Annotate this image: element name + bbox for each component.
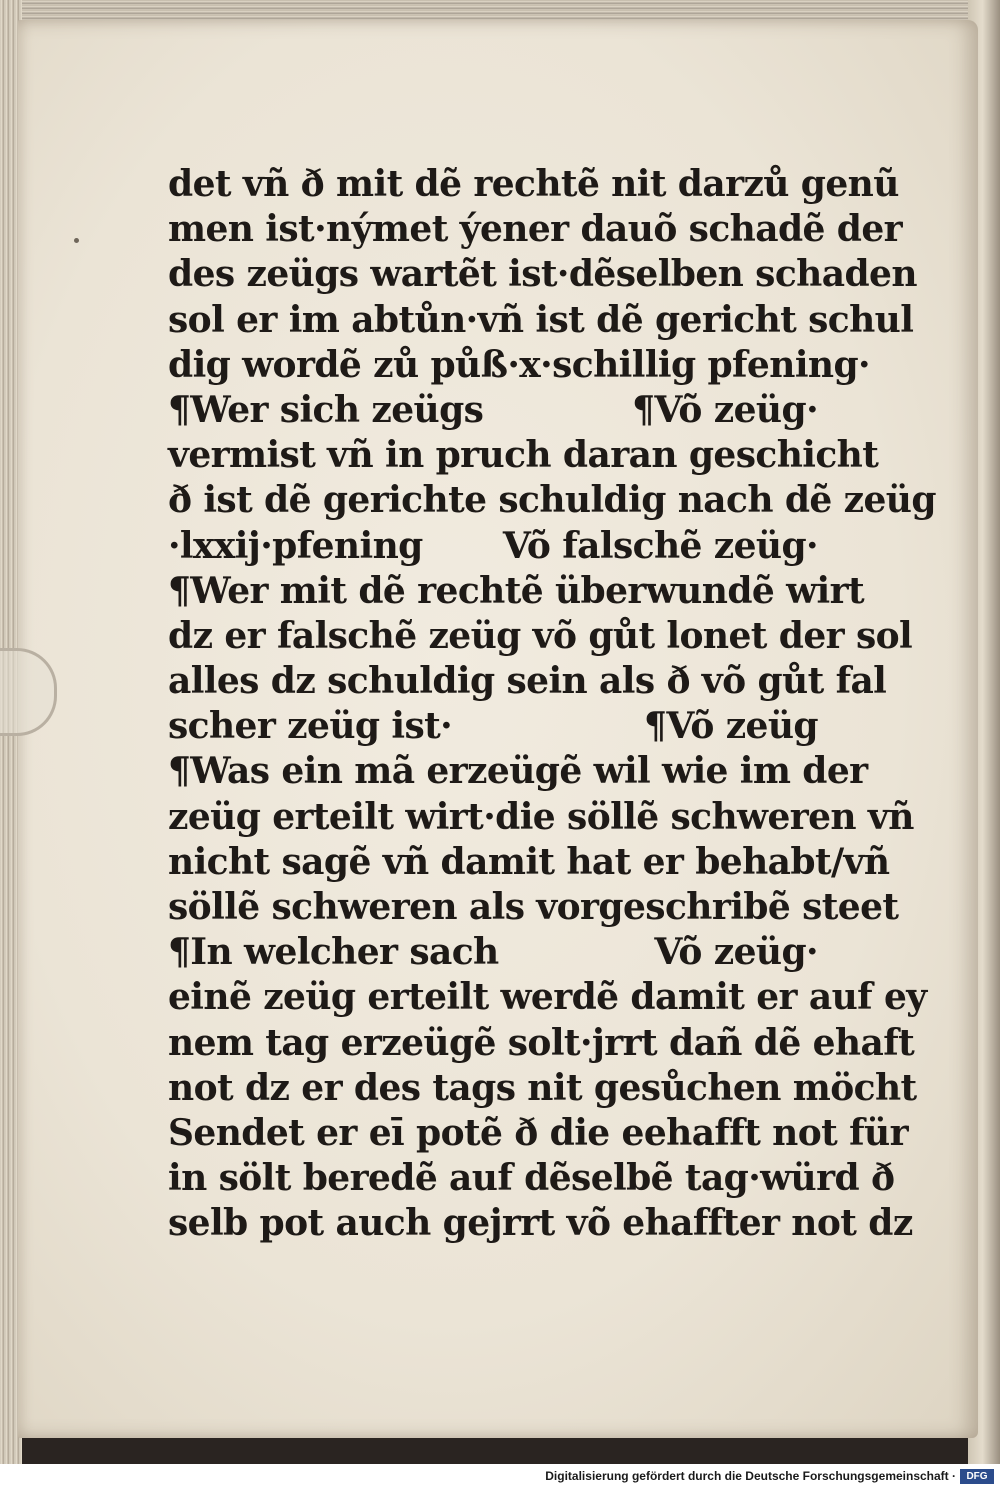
text-line-left: det vñ ð mit dẽ rechtẽ nit darzů genũ [168,163,899,205]
text-line [168,298,914,343]
text-line-left: ¶Wer mit dẽ rechtẽ überwundẽ wirt [168,569,864,612]
rubric-heading: Võ zeüg· [654,931,818,974]
rubric-heading: ¶Võ zeüg [644,705,818,748]
text-line-left: not dz er des tags nit gesůchen möcht [168,1066,917,1109]
text-line [168,840,890,885]
text-line [168,930,818,975]
rubric-heading: Võ falschẽ zeüg· [502,524,818,567]
text-line [168,1201,913,1246]
text-line-left: einẽ zeüg erteilt werdẽ damit er auf ey [168,976,927,1019]
text-line [168,162,899,207]
text-line-left: Sendet er eī potẽ ð die eehafft not für [168,1111,908,1154]
text-line [168,704,818,749]
digitization-credit: Digitalisierung gefördert durch die Deutsche Forschungsgemeinschaft · [545,1469,956,1483]
text-line [168,1066,917,1111]
text-line-left: in sölt beredẽ auf dẽselbẽ tag·würd ð [168,1157,895,1200]
text-line [168,975,927,1020]
text-line [168,478,936,523]
text-line [168,252,917,297]
text-line-left: alles dz schuldig sein als ð võ gůt fal [168,660,887,703]
text-line [168,1156,895,1201]
text-line [168,343,870,388]
text-line-left: men ist·nýmet ýener dauõ schadẽ der [168,208,903,251]
text-line [168,795,914,840]
text-line-left: nem tag erzeügẽ solt·jrrt dañ dẽ ehaft [168,1021,915,1064]
footer-bar [0,1464,1000,1490]
text-line [168,885,899,930]
text-line-left: dig wordẽ zů půß·x·schillig pfening· [168,343,870,386]
paper-speck [74,238,79,243]
text-line-left: vermist vñ in pruch daran geschicht [168,434,879,477]
text-line [168,614,913,659]
text-line [168,1021,915,1066]
rubric-heading: ¶Võ zeüg· [632,388,818,431]
text-line-left: ·lxxij·pfening [168,524,423,567]
text-line-left: ¶In welcher sach [168,931,499,974]
text-line [168,388,818,433]
printed-text-block [168,162,936,1247]
text-line-left: söllẽ schweren als vorgeschribẽ steet [168,886,899,928]
text-line [168,749,868,794]
text-line [168,659,887,704]
text-line [168,569,864,614]
text-line-left: ¶Was ein mã erzeügẽ wil wie im der [168,750,868,793]
text-line-left: selb pot auch gejrrt võ ehaffter not dz [168,1202,913,1245]
dfg-logo-icon: DFG [960,1469,994,1484]
text-line-left: des zeügs wartẽt ist·dẽselben schaden [168,253,917,296]
text-line [168,433,879,478]
text-line-left: ð ist dẽ gerichte schuldig nach dẽ zeüg [168,479,936,522]
text-line-left: ¶Wer sich zeügs [168,388,484,431]
text-line [168,524,818,569]
text-line-left: zeüg erteilt wirt·die söllẽ schweren vñ [168,795,914,838]
text-line [168,207,903,252]
text-line-left: sol er im abtůn·vñ ist dẽ gericht schul [168,298,914,341]
text-line-left: dz er falschẽ zeüg võ gůt lonet der sol [168,614,913,657]
text-line-left: nicht sagẽ vñ damit hat er behabt/vñ [168,840,890,883]
text-line-left: scher zeüg ist· [168,705,453,748]
text-line [168,1111,908,1156]
